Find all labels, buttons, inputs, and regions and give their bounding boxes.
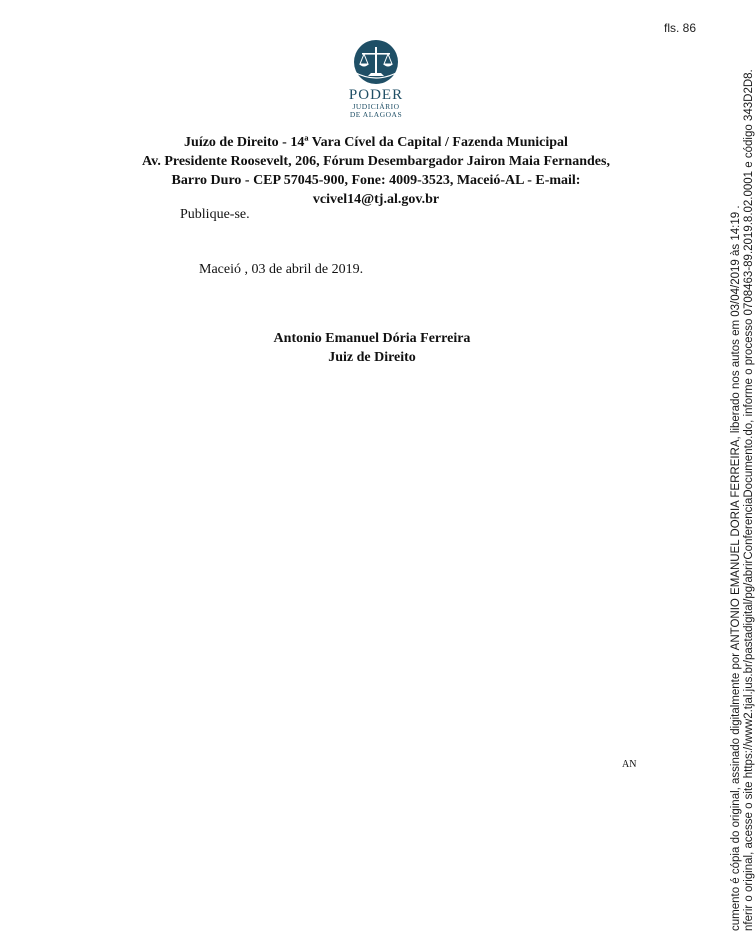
- page-number: fls. 86: [664, 21, 697, 35]
- digital-signature-stamp: [730, 69, 756, 931]
- court-header-line2: Av. Presidente Roosevelt, 206, Fórum Desembargador Jairon Maia Fernandes,: [142, 154, 610, 169]
- initials: AN: [622, 759, 637, 770]
- digital-signature-stamp-line1: cumento é cópia do original, assinado digitalmente por ANTONIO EMANUEL DORIA FERREIRA, liberado nos autos em 03/04/2019 às 14:19 .: [730, 205, 742, 931]
- logo-title: PODER: [348, 87, 404, 103]
- court-header-email: vcivel14@tj.al.gov.br: [312, 192, 440, 207]
- logo-subtitle-line1: JUDICIÁRIO: [352, 102, 400, 111]
- court-header: [120, 133, 632, 209]
- judge-name: Antonio Emanuel Dória Ferreira: [273, 331, 471, 346]
- court-header-line1: Juízo de Direito - 14ª Vara Cível da Capital / Fazenda Municipal: [184, 135, 568, 150]
- signature-block: [258, 329, 486, 367]
- digital-signature-stamp-line2: nferir o original, acesse o site https://www2.tjal.jus.br/pastadigital/pg/abrirConferenciaDocumento.do, informe o processo 0708463-89.2019.8.02.0001 e código 343D2D8.: [743, 69, 755, 931]
- court-header-line3: Barro Duro - CEP 57045-900, Fone: 4009-3523, Maceió-AL - E-mail:: [171, 173, 581, 188]
- place-and-date: Maceió , 03 de abril de 2019.: [199, 262, 364, 277]
- court-logo: [336, 38, 416, 119]
- logo-subtitle-line2: DE ALAGOAS: [349, 110, 403, 119]
- publish-statement: Publique-se.: [180, 207, 250, 222]
- judge-title: Juiz de Direito: [328, 350, 416, 365]
- scales-of-justice-emblem-icon: [348, 38, 404, 84]
